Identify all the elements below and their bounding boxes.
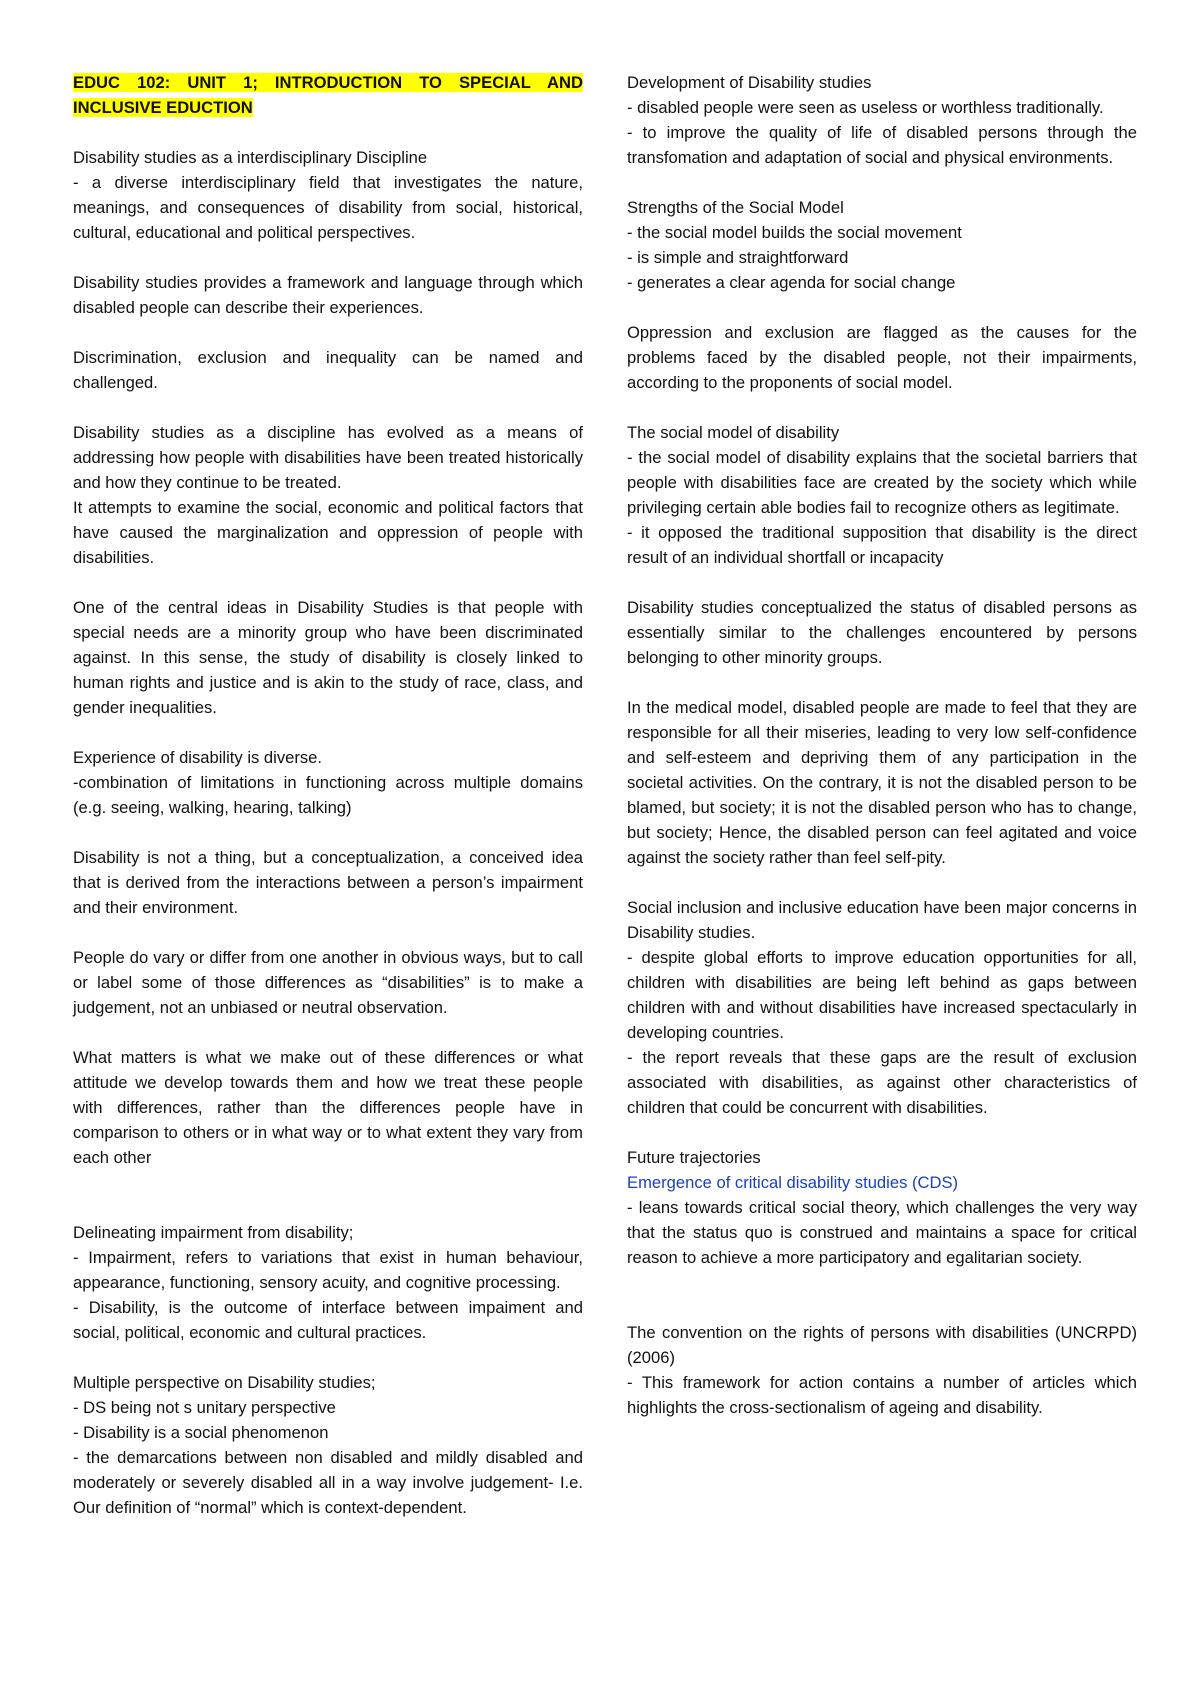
section-heading: Future trajectories: [627, 1148, 761, 1167]
bullet-item: - the social model builds the social movement: [627, 223, 962, 242]
paragraph-minority-group: One of the central ideas in Disability Studies is that people with special needs are a minority group who have been discriminated against. In this sense, the study of disability is closely linked to human rights and justice and is akin to the study of race, class, and gender inequalities.: [73, 598, 583, 717]
section-uncrpd: [627, 1320, 1137, 1420]
bullet-item: - despite global efforts to improve education opportunities for all, children with disabilities are being left behind as gaps between children with and without disabilities have increased spectacularly in developing countries.: [627, 948, 1137, 1042]
paragraph-what-matters: What matters is what we make out of these differences or what attitude we develop towards them and how we treat these people with differences, rather than the differences people have in comparison to others or in what way or to what extent they vary from each other: [73, 1048, 583, 1167]
bullet-item: - Impairment, refers to variations that exist in human behaviour, appearance, functioning, sensory acuity, and cognitive processing.: [73, 1248, 583, 1292]
paragraph-text: Disability studies as a discipline has evolved as a means of addressing how people with disabilities have been treated historically and how they continue to be treated.: [73, 423, 583, 492]
paragraph-text: - a diverse interdisciplinary field that investigates the nature, meanings, and consequences of disability from social, historical, cultural, educational and political perspectives.: [73, 173, 583, 242]
bullet-item: - the social model of disability explains that the societal barriers that people with disabilities face are created by the society which while privileging certain able bodies fail to recognize others as legitimate.: [627, 448, 1137, 517]
paragraph-oppression: Oppression and exclusion are flagged as the causes for the problems faced by the disabled people, not their impairments, according to the proponents of social model.: [627, 323, 1137, 392]
section-interdisciplinary: [73, 145, 583, 245]
section-social-model: [627, 420, 1137, 570]
paragraph-minority-status: Disability studies conceptualized the status of disabled persons as essentially similar to the challenges encountered by persons belonging to other minority groups.: [627, 598, 1137, 667]
bullet-item: - the report reveals that these gaps are the result of exclusion associated with disabilities, as against other characteristics of children that could be concurrent with disabilities.: [627, 1048, 1137, 1117]
paragraph-medical-model: In the medical model, disabled people are made to feel that they are responsible for all their miseries, leading to very low self-confidence and self-esteem and depriving them of any participation in the societal activities. On the contrary, it is not the disabled person to be blamed, but society; it is not the disabled person who has to change, but society; Hence, the disabled person can feel agitated and voice against the society rather than feel self-pity.: [627, 698, 1137, 867]
subheading-cds: Emergence of critical disability studies (CDS): [627, 1173, 959, 1192]
section-evolution: [73, 420, 583, 570]
section-development: [627, 70, 1137, 170]
section-experience: [73, 745, 583, 820]
bullet-item: - is simple and straightforward: [627, 248, 849, 267]
section-multiple-perspective: [73, 1370, 583, 1520]
section-heading: Development of Disability studies: [627, 73, 872, 92]
paragraph-discrimination: Discrimination, exclusion and inequality can be named and challenged.: [73, 348, 583, 392]
section-heading: The social model of disability: [627, 423, 840, 442]
bullet-item: - it opposed the traditional supposition that disability is the direct result of an individual shortfall or incapacity: [627, 523, 1137, 567]
section-heading: The convention on the rights of persons with disabilities (UNCRPD) (2006): [627, 1323, 1137, 1367]
section-impairment: [73, 1220, 583, 1345]
bullet-item: - leans towards critical social theory, which challenges the very way that the status quo is construed and maintains a space for critical reason to achieve a more participatory and egalitarian society.: [627, 1198, 1137, 1267]
paragraph-text: -combination of limitations in functioning across multiple domains (e.g. seeing, walking, hearing, talking): [73, 773, 583, 817]
paragraph-text: It attempts to examine the social, economic and political factors that have caused the marginalization and oppression of people with disabilities.: [73, 498, 583, 567]
bullet-item: - Disability is a social phenomenon: [73, 1423, 329, 1442]
section-heading: Delineating impairment from disability;: [73, 1223, 354, 1242]
bullet-item: - generates a clear agenda for social change: [627, 273, 956, 292]
paragraph-conceptualization: Disability is not a thing, but a conceptualization, a conceived idea that is derived from the interactions between a person’s impairment and their environment.: [73, 848, 583, 917]
document-title-block: [73, 70, 583, 120]
bullet-item: - DS being not s unitary perspective: [73, 1398, 336, 1417]
paragraph-judgement: People do vary or differ from one another in obvious ways, but to call or label some of those differences as “disabilities” is to make a judgement, not an unbiased or neutral observation.: [73, 948, 583, 1017]
bullet-item: - the demarcations between non disabled and mildly disabled and moderately or severely disabled all in a way involve judgement- I.e. Our definition of “normal” which is context-dependent.: [73, 1448, 583, 1517]
section-heading: Experience of disability is diverse.: [73, 748, 323, 767]
section-future-trajectories: [627, 1145, 1137, 1270]
bullet-item: - to improve the quality of life of disabled persons through the transfomation and adaptation of social and physical environments.: [627, 123, 1137, 167]
section-strengths: [627, 195, 1137, 295]
section-heading: Social inclusion and inclusive education have been major concerns in Disability studies.: [627, 898, 1137, 942]
paragraph-framework: Disability studies provides a framework and language through which disabled people can describe their experiences.: [73, 273, 583, 317]
bullet-item: - Disability, is the outcome of interface between impaiment and social, political, economic and cultural practices.: [73, 1298, 583, 1342]
right-column: [627, 70, 1137, 1445]
bullet-item: - disabled people were seen as useless or worthless traditionally.: [627, 98, 1104, 117]
section-social-inclusion: [627, 895, 1137, 1120]
document-title: EDUC 102: UNIT 1; INTRODUCTION TO SPECIAL AND INCLUSIVE EDUCTION: [73, 73, 583, 117]
section-heading: Strengths of the Social Model: [627, 198, 844, 217]
bullet-item: - This framework for action contains a number of articles which highlights the cross-sectionalism of ageing and disability.: [627, 1373, 1137, 1417]
section-heading: Disability studies as a interdisciplinary Discipline: [73, 148, 428, 167]
left-column: [73, 70, 583, 1545]
section-heading: Multiple perspective on Disability studies;: [73, 1373, 376, 1392]
